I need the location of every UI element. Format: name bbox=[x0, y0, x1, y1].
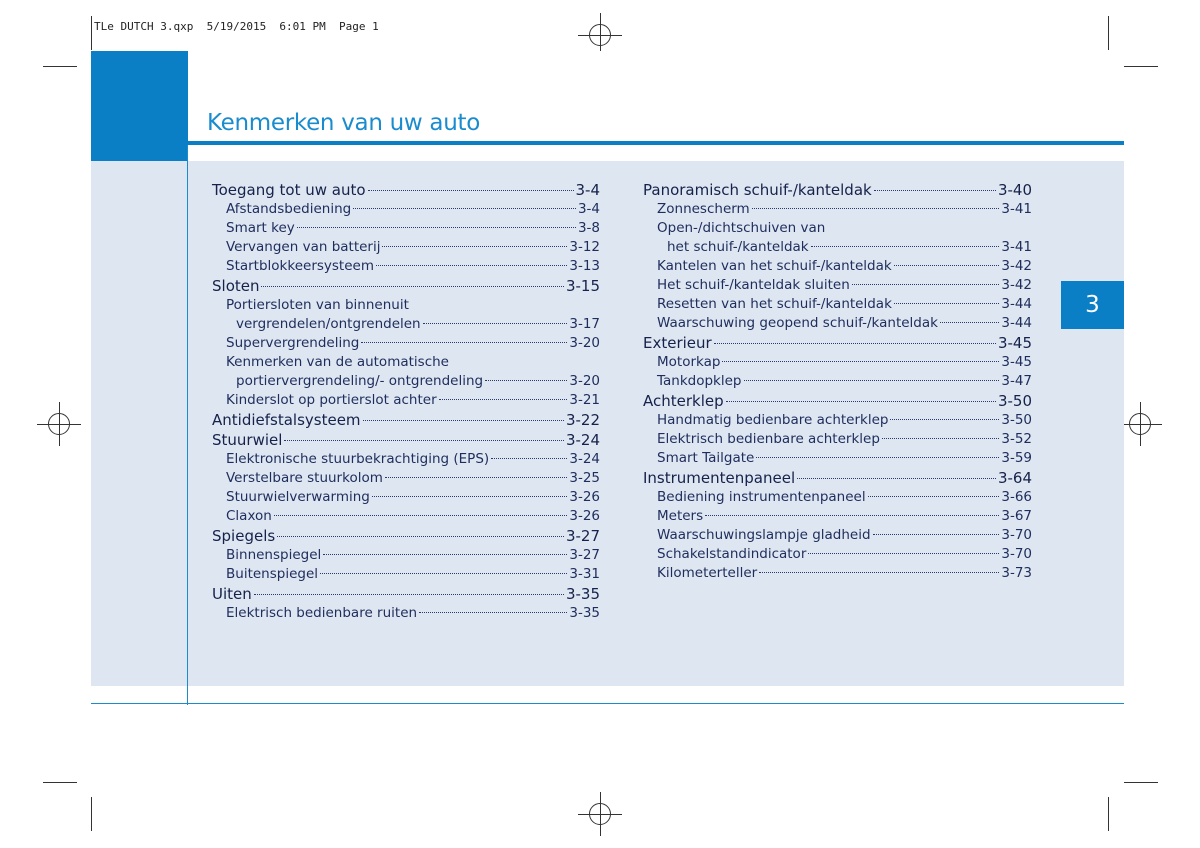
registration-mark-left bbox=[48, 413, 70, 435]
toc-page-number: 3-27 bbox=[569, 547, 600, 563]
toc-entry-label: Exterieur bbox=[643, 334, 712, 352]
toc-leader-dots bbox=[890, 419, 999, 420]
toc-page-number: 3-4 bbox=[575, 181, 600, 199]
toc-entry-label: Binnenspiegel bbox=[226, 547, 322, 563]
toc-page-number: 3-4 bbox=[577, 201, 600, 217]
toc-entry-label: Tankdopklep bbox=[657, 373, 742, 389]
toc-page-number: 3-73 bbox=[1001, 565, 1032, 581]
toc-leader-dots bbox=[320, 573, 567, 574]
toc-leader-dots bbox=[261, 286, 563, 287]
toc-leader-dots bbox=[423, 323, 568, 324]
toc-entry-label: Elektrisch bedienbare ruiten bbox=[226, 605, 418, 621]
toc-subentry bbox=[643, 276, 1032, 295]
toc-leader-dots bbox=[361, 342, 567, 343]
toc-page-number: 3-45 bbox=[997, 334, 1032, 352]
crop-mark-top-left-h bbox=[43, 66, 77, 67]
crop-mark-top-left-v bbox=[91, 16, 92, 50]
toc-entry-label: Bediening instrumentenpaneel bbox=[657, 489, 866, 505]
toc-entry-label: Meters bbox=[657, 508, 704, 524]
toc-page-number: 3-52 bbox=[1001, 431, 1032, 447]
toc-leader-dots bbox=[419, 612, 567, 613]
toc-subentry bbox=[643, 295, 1032, 314]
toc-entry-label: Claxon bbox=[226, 508, 272, 524]
toc-entry-label: Stuurwielverwarming bbox=[226, 489, 370, 505]
toc-entry-label: Supervergrendeling bbox=[226, 335, 360, 351]
toc-entry-label: Afstandsbediening bbox=[226, 201, 352, 217]
toc-entry-label: Schakelstandindicator bbox=[657, 546, 807, 562]
toc-subentry bbox=[212, 507, 600, 526]
toc-entry-label: Spiegels bbox=[212, 527, 276, 545]
toc-leader-dots bbox=[368, 190, 574, 191]
toc-subentry bbox=[643, 449, 1032, 468]
toc-leader-dots bbox=[797, 478, 996, 479]
toc-leader-dots bbox=[491, 458, 567, 459]
crop-mark-bottom-left-h bbox=[43, 782, 77, 783]
crop-mark-bottom-right-h bbox=[1124, 782, 1158, 783]
toc-left-column bbox=[212, 180, 600, 623]
toc-subentry bbox=[643, 353, 1032, 372]
toc-subentry bbox=[212, 565, 600, 584]
toc-subentry bbox=[212, 488, 600, 507]
toc-entry-label: Uiten bbox=[212, 585, 252, 603]
toc-entry-label: Instrumentenpaneel bbox=[643, 469, 796, 487]
chapter-tab bbox=[1061, 281, 1124, 329]
toc-section-entry bbox=[643, 180, 1032, 200]
toc-page-number: 3-24 bbox=[565, 431, 600, 449]
toc-entry-label: Motorkap bbox=[657, 354, 721, 370]
toc-right-column bbox=[643, 180, 1032, 583]
chapter-number: 3 bbox=[1085, 292, 1100, 318]
toc-subentry bbox=[212, 450, 600, 469]
toc-entry-label: Kenmerken van de automatische bbox=[226, 354, 449, 370]
toc-entry-label: Resetten van het schuif-/kanteldak bbox=[657, 296, 892, 312]
toc-subentry bbox=[643, 314, 1032, 333]
toc-page-number: 3-8 bbox=[577, 220, 600, 236]
toc-leader-dots bbox=[376, 265, 567, 266]
toc-page-number: 3-20 bbox=[569, 335, 600, 351]
toc-leader-dots bbox=[811, 246, 1000, 247]
toc-subentry bbox=[643, 200, 1032, 219]
toc-subentry bbox=[643, 430, 1032, 449]
toc-subentry bbox=[643, 526, 1032, 545]
toc-leader-dots bbox=[382, 246, 567, 247]
toc-section-entry bbox=[212, 430, 600, 450]
toc-leader-dots bbox=[385, 477, 567, 478]
toc-subentry bbox=[212, 604, 600, 623]
toc-leader-dots bbox=[756, 457, 999, 458]
toc-leader-dots bbox=[873, 534, 1000, 535]
toc-entry-label: Kilometerteller bbox=[657, 565, 758, 581]
toc-entry-label: het schuif-/kanteldak bbox=[667, 239, 809, 255]
toc-entry-label: Waarschuwingslampje gladheid bbox=[657, 527, 871, 543]
toc-leader-dots bbox=[274, 515, 568, 516]
toc-entry-label: Kinderslot op portierslot achter bbox=[226, 392, 437, 408]
toc-page-number: 3-70 bbox=[1001, 527, 1032, 543]
toc-page-number: 3-22 bbox=[565, 411, 600, 429]
toc-section-entry bbox=[212, 526, 600, 546]
toc-page-number: 3-70 bbox=[1001, 546, 1032, 562]
toc-leader-dots bbox=[759, 572, 999, 573]
toc-section-entry bbox=[643, 468, 1032, 488]
toc-entry-label: Waarschuwing geopend schuif-/kanteldak bbox=[657, 315, 938, 331]
toc-subentry bbox=[643, 411, 1032, 430]
bottom-rule bbox=[91, 703, 1124, 704]
toc-page-number: 3-20 bbox=[569, 373, 600, 389]
title-rule bbox=[188, 141, 1124, 145]
header-color-block bbox=[91, 51, 188, 161]
registration-mark-bottom bbox=[589, 803, 611, 825]
toc-subentry bbox=[212, 200, 600, 219]
toc-leader-dots bbox=[868, 496, 1000, 497]
toc-entry-label: Achterklep bbox=[643, 392, 724, 410]
toc-subentry bbox=[643, 488, 1032, 507]
crop-mark-bottom-right-v bbox=[1108, 797, 1109, 831]
toc-leader-dots bbox=[874, 190, 996, 191]
toc-entry-label: Sloten bbox=[212, 277, 260, 295]
toc-subentry bbox=[643, 238, 1032, 257]
toc-page-number: 3-25 bbox=[569, 470, 600, 486]
toc-entry-label: Buitenspiegel bbox=[226, 566, 319, 582]
toc-page-number: 3-50 bbox=[997, 392, 1032, 410]
toc-leader-dots bbox=[485, 380, 567, 381]
toc-section-entry bbox=[212, 180, 600, 200]
toc-entry-label: Elektronische stuurbekrachtiging (EPS) bbox=[226, 451, 490, 467]
toc-entry-label: Smart key bbox=[226, 220, 295, 236]
toc-page-number: 3-44 bbox=[1001, 296, 1032, 312]
toc-leader-dots bbox=[940, 322, 999, 323]
toc-section-entry bbox=[643, 391, 1032, 411]
toc-page-number: 3-31 bbox=[569, 566, 600, 582]
toc-page-number: 3-42 bbox=[1001, 258, 1032, 274]
toc-page-number: 3-64 bbox=[997, 469, 1032, 487]
toc-page-number: 3-45 bbox=[1001, 354, 1032, 370]
page-title: Kenmerken van uw auto bbox=[207, 110, 480, 136]
toc-leader-dots bbox=[284, 440, 564, 441]
toc-leader-dots bbox=[705, 515, 999, 516]
toc-page-number: 3-66 bbox=[1001, 489, 1032, 505]
toc-subentry bbox=[212, 372, 600, 391]
toc-page-number: 3-44 bbox=[1001, 315, 1032, 331]
toc-subentry-line bbox=[212, 296, 600, 315]
toc-leader-dots bbox=[752, 208, 1000, 209]
toc-subentry bbox=[212, 469, 600, 488]
toc-entry-label: Portiersloten van binnenuit bbox=[226, 297, 409, 313]
registration-mark-top bbox=[589, 24, 611, 46]
toc-subentry bbox=[212, 257, 600, 276]
toc-leader-dots bbox=[714, 343, 996, 344]
toc-entry-label: Smart Tailgate bbox=[657, 450, 755, 466]
toc-page-number: 3-67 bbox=[1001, 508, 1032, 524]
toc-leader-dots bbox=[808, 553, 999, 554]
toc-leader-dots bbox=[372, 496, 567, 497]
toc-page-number: 3-35 bbox=[569, 605, 600, 621]
crop-mark-top-right-h bbox=[1124, 66, 1158, 67]
toc-entry-label: Startblokkeersysteem bbox=[226, 258, 374, 274]
toc-leader-dots bbox=[323, 554, 567, 555]
toc-page-number: 3-15 bbox=[565, 277, 600, 295]
print-slug: TLe DUTCH 3.qxp 5/19/2015 6:01 PM Page 1 bbox=[94, 20, 379, 33]
toc-entry-label: Stuurwiel bbox=[212, 431, 283, 449]
toc-subentry bbox=[643, 257, 1032, 276]
toc-leader-dots bbox=[297, 227, 576, 228]
toc-subentry bbox=[212, 334, 600, 353]
toc-entry-label: Handmatig bedienbare achterklep bbox=[657, 412, 889, 428]
toc-page-number: 3-24 bbox=[569, 451, 600, 467]
toc-leader-dots bbox=[894, 303, 999, 304]
toc-subentry-line bbox=[212, 353, 600, 372]
toc-page-number: 3-41 bbox=[1001, 201, 1032, 217]
toc-leader-dots bbox=[744, 380, 1000, 381]
toc-entry-label: portiervergrendeling/- ontgrendeling bbox=[236, 373, 484, 389]
toc-page-number: 3-21 bbox=[569, 392, 600, 408]
toc-entry-label: Het schuif-/kanteldak sluiten bbox=[657, 277, 850, 293]
toc-page-number: 3-27 bbox=[565, 527, 600, 545]
toc-leader-dots bbox=[894, 265, 1000, 266]
toc-leader-dots bbox=[722, 361, 999, 362]
toc-subentry bbox=[212, 391, 600, 410]
toc-page-number: 3-26 bbox=[569, 508, 600, 524]
toc-page-number: 3-42 bbox=[1001, 277, 1032, 293]
toc-section-entry bbox=[212, 276, 600, 296]
toc-leader-dots bbox=[277, 536, 564, 537]
toc-section-entry bbox=[643, 333, 1032, 353]
toc-page-number: 3-17 bbox=[569, 316, 600, 332]
toc-subentry bbox=[212, 219, 600, 238]
toc-leader-dots bbox=[882, 438, 999, 439]
toc-section-entry bbox=[212, 410, 600, 430]
toc-entry-label: Vervangen van batterij bbox=[226, 239, 381, 255]
toc-page-number: 3-12 bbox=[569, 239, 600, 255]
toc-page-number: 3-26 bbox=[569, 489, 600, 505]
toc-page-number: 3-40 bbox=[997, 181, 1032, 199]
toc-page-number: 3-59 bbox=[1001, 450, 1032, 466]
toc-page-number: 3-13 bbox=[569, 258, 600, 274]
toc-entry-label: vergrendelen/ontgrendelen bbox=[236, 316, 421, 332]
toc-leader-dots bbox=[852, 284, 1000, 285]
toc-page-number: 3-47 bbox=[1001, 373, 1032, 389]
toc-page-number: 3-41 bbox=[1001, 239, 1032, 255]
toc-leader-dots bbox=[353, 208, 576, 209]
toc-entry-label: Open-/dichtschuiven van bbox=[657, 220, 826, 236]
toc-subentry bbox=[643, 545, 1032, 564]
toc-entry-label: Zonnescherm bbox=[657, 201, 750, 217]
toc-entry-label: Toegang tot uw auto bbox=[212, 181, 366, 199]
toc-entry-label: Kantelen van het schuif-/kanteldak bbox=[657, 258, 892, 274]
toc-leader-dots bbox=[726, 401, 996, 402]
toc-entry-label: Antidiefstalsysteem bbox=[212, 411, 361, 429]
toc-leader-dots bbox=[439, 399, 568, 400]
toc-subentry bbox=[643, 564, 1032, 583]
toc-subentry-line bbox=[643, 219, 1032, 238]
toc-subentry bbox=[212, 315, 600, 334]
crop-mark-bottom-left-v bbox=[91, 797, 92, 831]
toc-leader-dots bbox=[254, 594, 564, 595]
toc-entry-label: Verstelbare stuurkolom bbox=[226, 470, 383, 486]
vertical-rule bbox=[187, 145, 188, 705]
toc-entry-label: Panoramisch schuif-/kanteldak bbox=[643, 181, 872, 199]
toc-leader-dots bbox=[363, 420, 564, 421]
toc-page-number: 3-35 bbox=[565, 585, 600, 603]
toc-subentry bbox=[643, 372, 1032, 391]
toc-subentry bbox=[212, 546, 600, 565]
toc-page-number: 3-50 bbox=[1001, 412, 1032, 428]
toc-entry-label: Elektrisch bedienbare achterklep bbox=[657, 431, 880, 447]
toc-subentry bbox=[212, 238, 600, 257]
registration-mark-right bbox=[1129, 413, 1151, 435]
crop-mark-top-right-v bbox=[1108, 16, 1109, 50]
toc-subentry bbox=[643, 507, 1032, 526]
toc-section-entry bbox=[212, 584, 600, 604]
